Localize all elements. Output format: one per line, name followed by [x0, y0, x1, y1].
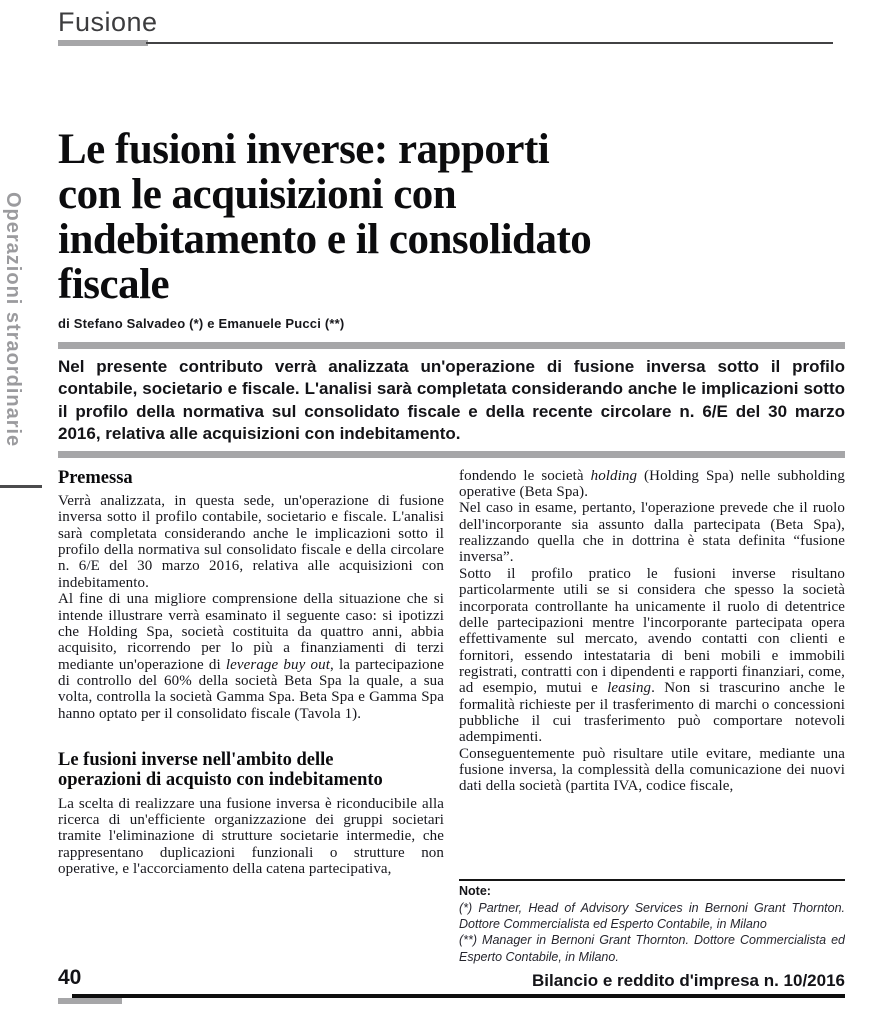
article-title-line: fiscale — [58, 261, 170, 308]
footer-gray-bar — [58, 998, 122, 1004]
right-column-text — [459, 468, 845, 795]
article-title-line: Le fusioni inverse: rapporti — [58, 126, 550, 173]
paragraph: Conseguentemente può risultare utile evitare, mediante una fusione inversa, la complessità della comunicazione dei nuovi dati della società (partita IVA, codice fiscale, — [459, 745, 845, 795]
article-title-line: indebitamento e il consolidato — [58, 216, 592, 263]
footnotes-title: Note: — [459, 883, 491, 898]
section-heading: Le fusioni inverse nell'ambito delle operazioni di acquisto con indebitamento — [58, 749, 383, 791]
article-columns — [58, 468, 845, 965]
footnote: (*) Partner, Head of Advisory Services in Bernoni Grant Thornton. Dottore Commercialista ed Esperto Contabile, in Milano — [459, 900, 845, 931]
kicker-rule-line — [146, 42, 833, 44]
section-kicker: Fusione — [58, 7, 158, 37]
footnotes-rule — [459, 879, 845, 881]
abstract-top-bar — [58, 342, 845, 349]
paragraph: La scelta di realizzare una fusione inversa è riconducibile alla ricerca di un'efficiente organizzazione dei gruppi societari tramite l'eliminazione di strutture societarie intermedie, che rappresentano duplicazioni funzionali o strutture non operative, e l'accorciamento della catena partecipativa, — [58, 795, 444, 877]
kicker-rule-gray-segment — [58, 40, 148, 46]
paragraph: fondendo le società holding (Holding Spa) nelle subholding operative (Beta Spa). — [459, 467, 845, 501]
footnote: (**) Manager in Bernoni Grant Thornton. Dottore Commercialista ed Esperto Contabile, in Milano. — [459, 933, 845, 964]
abstract-text: Nel presente contributo verrà analizzata un'operazione di fusione inversa sotto il profilo contabile, societario e fiscale. L'analisi sarà completata considerando anche le implicazioni sotto il profilo della normativa sul consolidato fiscale e della recente circolare n. 6/E del 30 marzo 2016, relativa alle acquisizioni con indebitamento. — [58, 357, 845, 444]
footnotes-block — [459, 879, 845, 965]
abstract-bottom-bar — [58, 451, 845, 458]
footer-rule — [72, 994, 845, 998]
byline: di Stefano Salvadeo (*) e Emanuele Pucci (**) — [58, 316, 345, 331]
main-content — [58, 0, 845, 965]
kicker-rule — [58, 40, 833, 47]
page-number: 40 — [58, 966, 82, 989]
section-heading: Premessa — [58, 467, 133, 488]
page-footer — [58, 964, 845, 1008]
article-title — [58, 127, 838, 307]
journal-reference: Bilancio e reddito d'impresa n. 10/2016 — [532, 971, 845, 990]
paragraph: Nel caso in esame, pertanto, l'operazione prevede che il ruolo dell'incorporante sia assunto dalla partecipata (Beta Spa), realizzando quella che in dottrina è stata definita “fusione inversa”. — [459, 500, 845, 566]
right-column — [459, 468, 845, 965]
sidebar-vertical-label: Operazioni straordinarie — [2, 192, 24, 448]
paragraph: Verrà analizzata, in questa sede, un'operazione di fusione inversa sotto il profilo contabile, societario e fiscale. L'analisi sarà completata considerando anche le implicazioni sotto il profilo della normativa sul consolidato fiscale e della circolare n. 6/E del 30 marzo 2016, relativa alle acquisizioni con indebitamento. — [58, 493, 444, 591]
sidebar-rule — [0, 485, 42, 488]
left-column — [58, 468, 444, 965]
article-title-line: con le acquisizioni con — [58, 171, 457, 218]
paragraph: Sotto il profilo pratico le fusioni inverse risultano particolarmente utili se si considera che spesso la società incorporata controllante ha unicamente il ruolo di detentrice delle partecipazioni mentre l'incorporante partecipata opera effettivamente sul mercato, avendo contatti con clienti e fornitori, essendo intestataria di beni mobili e immobili registrati, contratti con i dipendenti e rapporti finanziari, come, ad esempio, mutui e leasing. Non si trascurino anche le formalità richieste per il trasferimento di marchi o concessioni pubbliche il cui trasferimento può comportare notevoli adempimenti. — [459, 565, 845, 746]
paragraph: Al fine di una migliore comprensione della situazione che si intende illustrare verrà esaminato il seguente caso: si ipotizzi che Holding Spa, società costituita da quattro anni, abbia acquisito, ricorrendo per lo più a finanziamenti di terzi mediante un'operazione di leverage buy out, la partecipazione di controllo del 60% della società Beta Spa la quale, a sua volta, controlla la società Gamma Spa. Beta Spa e Gamma Spa hanno optato per il consolidato fiscale (Tavola 1). — [58, 591, 444, 722]
